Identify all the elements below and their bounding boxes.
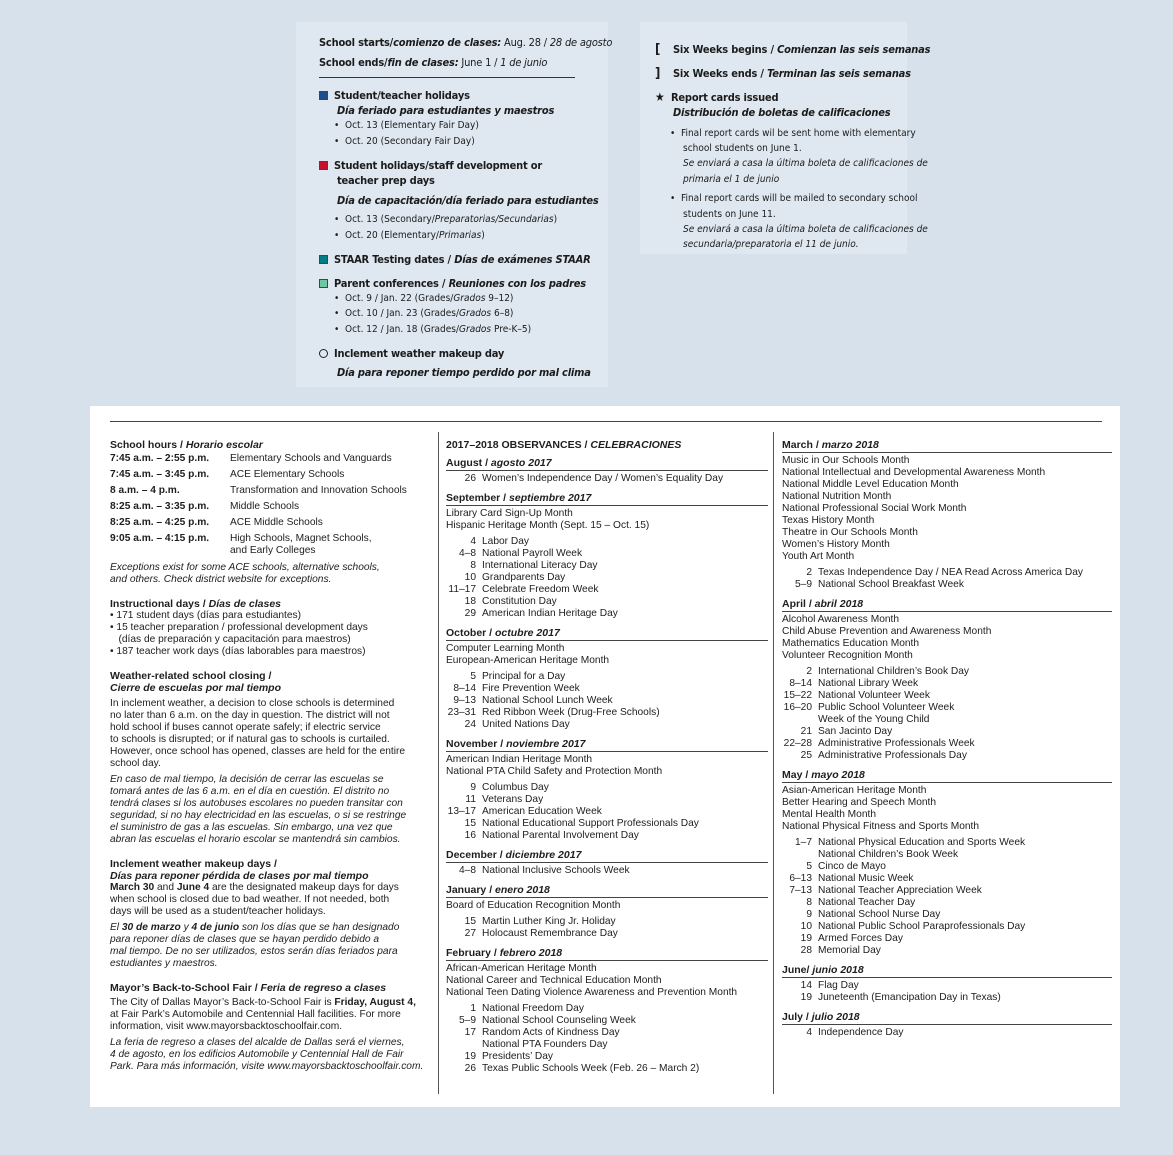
observance-day: 27 Holocaust Remembrance Day bbox=[464, 928, 618, 939]
text-line: tendrá clases si los autobuses escolares no pueden transitar con bbox=[110, 798, 403, 809]
observance-day: 10 National Public School Paraprofessionals Day bbox=[800, 921, 1026, 932]
observances-title: 2017–2018 OBSERVANCES / CELEBRACIONES bbox=[446, 439, 682, 451]
school-ends: School ends/fin de clases: June 1 / 1 de junio bbox=[319, 56, 548, 69]
holiday-swatch-icon bbox=[319, 91, 328, 100]
observance-day: 8 National Teacher Day bbox=[806, 897, 916, 908]
hours-row: 8:25 a.m. – 3:35 p.m. Middle Schools bbox=[110, 499, 430, 515]
observance-day: 9–13 National School Lunch Week bbox=[453, 695, 613, 706]
legend-inclement-es: Día para reponer tiempo perdido por mal clima bbox=[337, 366, 591, 379]
observance-day: 19 Presidents’ Day bbox=[464, 1051, 553, 1062]
observance-day: 14 Flag Day bbox=[800, 980, 859, 991]
observance-day: 25 Administrative Professionals Day bbox=[800, 750, 967, 761]
text-line: el suministro de gas a las escuelas. Sin embargo, una vez que bbox=[110, 822, 393, 833]
instr-item: (días de preparación y capacitación para maestros) bbox=[110, 634, 351, 645]
observance-day: 2 Texas Independence Day / NEA Read Across America Day bbox=[806, 567, 1084, 578]
observance-day: 5–9 National School Breakfast Week bbox=[795, 579, 964, 590]
hours-desc: Elementary Schools and Vanguards bbox=[230, 453, 392, 464]
observance-day: 21 San Jacinto Day bbox=[800, 726, 893, 737]
observance-day: National PTA Founders Day bbox=[482, 1039, 608, 1050]
info-column bbox=[110, 439, 430, 1073]
legend-inclement: Inclement weather makeup day bbox=[319, 346, 504, 361]
observance-day: 2 International Children’s Book Day bbox=[806, 666, 970, 677]
text-line: to schools is disrupted; or if natural gas to schools is curtailed. bbox=[110, 734, 390, 745]
observance-day: Week of the Young Child bbox=[818, 714, 930, 725]
legend-report-cards: ★ Report cards issued bbox=[655, 90, 779, 104]
school-starts: School starts/comienzo de clases: Aug. 28 / 28 de agosto bbox=[319, 36, 613, 49]
text-line: seguridad, si no hay electricidad en las escuelas, o si se restringe bbox=[110, 810, 407, 821]
observance-day: 11–17 Celebrate Freedom Week bbox=[448, 584, 599, 595]
observances-column bbox=[446, 439, 768, 1082]
observance-month: National PTA Child Safety and Protection Month bbox=[446, 766, 663, 777]
open-bracket-icon: [ bbox=[655, 42, 661, 57]
legend-holiday-es: Día feriado para estudiantes y maestros bbox=[337, 104, 555, 117]
hours-title: School hours / Horario escolar bbox=[110, 439, 263, 451]
month-heading: July / julio 2018 bbox=[782, 1011, 1112, 1025]
holiday-item: • Oct. 13 (Elementary Fair Day) bbox=[334, 120, 479, 131]
text-line: En caso de mal tiempo, la decisión de cerrar las escuelas se bbox=[110, 774, 384, 785]
observance-month: Better Hearing and Speech Month bbox=[782, 797, 937, 808]
parent-swatch-icon bbox=[319, 279, 328, 288]
observance-day: 1–7 National Physical Education and Sports Week bbox=[795, 837, 1026, 848]
observance-month: Theatre in Our Schools Month bbox=[782, 527, 918, 538]
close-bracket-icon: ] bbox=[655, 66, 661, 81]
report-note-1: • Final report cards wil be sent home with elementary bbox=[670, 128, 916, 139]
hours-desc: ACE Middle Schools bbox=[230, 517, 323, 528]
observance-day: 16–20 Public School Volunteer Week bbox=[783, 702, 955, 713]
month-block bbox=[446, 884, 768, 940]
observance-month: National Teen Dating Violence Awareness and Prevention Month bbox=[446, 987, 738, 998]
observance-month: Volunteer Recognition Month bbox=[782, 650, 913, 661]
text-line: However, once school has opened, classes are held for the entire bbox=[110, 746, 406, 757]
weather-title: Weather-related school closing / bbox=[110, 670, 272, 682]
observance-day: National Children’s Book Week bbox=[818, 849, 959, 860]
observance-month: Hispanic Heritage Month (Sept. 15 – Oct. 15) bbox=[446, 520, 650, 531]
month-heading: August / agosto 2017 bbox=[446, 457, 768, 471]
observance-month: National Middle Level Education Month bbox=[782, 479, 959, 490]
observance-day: 13–17 American Education Week bbox=[447, 806, 602, 817]
observance-day: 5 Principal for a Day bbox=[470, 671, 566, 682]
observance-month: Child Abuse Prevention and Awareness Month bbox=[782, 626, 992, 637]
text-line: no later than 6 a.m. on the day in question. The district will not bbox=[110, 710, 390, 721]
makeup-text: March 30 and June 4 are the designated makeup days for days when school is closed due to bad weather. If not needed, both days will be used as a student/teacher holidays. bbox=[110, 882, 399, 917]
hours-desc: Middle Schools bbox=[230, 501, 300, 512]
column-divider bbox=[438, 432, 439, 1094]
instr-list bbox=[110, 610, 430, 658]
observance-month: Mathematics Education Month bbox=[782, 638, 920, 649]
text-line: In inclement weather, a decision to close schools is determined bbox=[110, 698, 395, 709]
observance-day: 5–9 National School Counseling Week bbox=[459, 1015, 636, 1026]
observance-day: 16 National Parental Involvement Day bbox=[464, 830, 639, 841]
staffdev-item: • Oct. 13 (Secondary/Preparatorias/Secundarias) bbox=[334, 214, 558, 225]
month-block bbox=[446, 849, 768, 877]
observance-month: National Professional Social Work Month bbox=[782, 503, 967, 514]
hours-desc: High Schools, Magnet Schools, and Early Colleges bbox=[230, 533, 372, 556]
month-block bbox=[782, 598, 1112, 762]
observance-day: 26 Women’s Independence Day / Women’s Equality Day bbox=[464, 473, 724, 484]
report-note-1-es: Se enviará a casa la última boleta de calificaciones de bbox=[683, 158, 928, 169]
weather-title-es: Cierre de escuelas por mal tiempo bbox=[110, 682, 281, 694]
text-line: school day. bbox=[110, 758, 161, 769]
report-note-2-line2: students on June 11. bbox=[683, 209, 776, 220]
text-line: abran las escuelas el horario escolar se mantendrá sin cambios. bbox=[110, 834, 401, 845]
observance-month: National Physical Fitness and Sports Month bbox=[782, 821, 980, 832]
observance-day: 4 Independence Day bbox=[806, 1027, 904, 1038]
makeup-text-es: El 30 de marzo y 4 de junio son los días que se han designado para reponer días de clases que se hayan perdido debido a mal tiempo. De no ser utilizados, estos serán días feriados para estudiantes y maestros. bbox=[110, 922, 400, 969]
observance-day: 26 Texas Public Schools Week (Feb. 26 – March 2) bbox=[464, 1063, 700, 1074]
top-rule bbox=[110, 421, 1102, 422]
hours-list bbox=[110, 451, 430, 557]
hours-row: 7:45 a.m. – 2:55 p.m. Elementary Schools and Vanguards bbox=[110, 451, 430, 467]
month-heading: November / noviembre 2017 bbox=[446, 738, 768, 752]
weather-text bbox=[110, 698, 430, 770]
makeup-title: Inclement weather makeup days / bbox=[110, 858, 277, 870]
staffdev-swatch-icon bbox=[319, 161, 328, 170]
month-block bbox=[446, 947, 768, 1075]
observance-day: 4–8 National Inclusive Schools Week bbox=[459, 865, 630, 876]
observance-day: 8–14 Fire Prevention Week bbox=[453, 683, 580, 694]
observance-month: Youth Art Month bbox=[782, 551, 855, 562]
observance-month: American Indian Heritage Month bbox=[446, 754, 593, 765]
month-block bbox=[782, 439, 1112, 591]
observance-month: Board of Education Recognition Month bbox=[446, 900, 621, 911]
observance-day: 9 Columbus Day bbox=[470, 782, 549, 793]
weather-text-es bbox=[110, 774, 430, 846]
observance-day: 7–13 National Teacher Appreciation Week bbox=[789, 885, 982, 896]
circle-icon bbox=[319, 349, 328, 358]
observance-day: 17 Random Acts of Kindness Day bbox=[464, 1027, 620, 1038]
observance-month: National Nutrition Month bbox=[782, 491, 892, 502]
column-divider bbox=[773, 432, 774, 1094]
observance-month: European-American Heritage Month bbox=[446, 655, 610, 666]
observance-day: 29 American Indian Heritage Day bbox=[464, 608, 618, 619]
legend-holiday: Student/teacher holidays bbox=[319, 88, 470, 103]
month-heading: October / octubre 2017 bbox=[446, 627, 768, 641]
instr-item: • 187 teacher work days (días laborables para maestros) bbox=[110, 646, 366, 657]
instr-item: • 15 teacher preparation / professional development days bbox=[110, 622, 368, 633]
observances-column-2 bbox=[782, 439, 1112, 1046]
observance-day: 10 Grandparents Day bbox=[464, 572, 566, 583]
observance-month: Alcohol Awareness Month bbox=[782, 614, 900, 625]
legend-parent: Parent conferences / Reuniones con los padres bbox=[319, 276, 586, 291]
report-note-2-es: Se enviará a casa la última boleta de calificaciones de bbox=[683, 224, 928, 235]
instr-item: • 171 student days (días para estudiantes) bbox=[110, 610, 302, 621]
month-block bbox=[446, 738, 768, 842]
hours-row: 9:05 a.m. – 4:15 p.m. High Schools, Magnet Schools, and Early Colleges bbox=[110, 533, 372, 556]
observance-day: 9 National School Nurse Day bbox=[806, 909, 941, 920]
observance-month: Women’s History Month bbox=[782, 539, 890, 550]
staar-swatch-icon bbox=[319, 255, 328, 264]
parent-item: • Oct. 10 / Jan. 23 (Grades/Grados 6–8) bbox=[334, 308, 514, 319]
legend-report-cards-es: Distribución de boletas de calificaciones bbox=[673, 106, 891, 119]
observances-months bbox=[446, 457, 768, 1075]
report-note-1-line2: school students on June 1. bbox=[683, 143, 802, 154]
legend-divider bbox=[319, 77, 575, 78]
month-block bbox=[446, 492, 768, 620]
observance-day: 15 National Educational Support Professionals Day bbox=[464, 818, 699, 829]
hours-row: 7:45 a.m. – 3:45 p.m. ACE Elementary Schools bbox=[110, 467, 430, 483]
observance-day: 15–22 National Volunteer Week bbox=[783, 690, 930, 701]
observance-day: 6–13 National Music Week bbox=[789, 873, 914, 884]
hours-row: 8 a.m. – 4 p.m. Transformation and Innovation Schools bbox=[110, 483, 430, 499]
month-heading: March / marzo 2018 bbox=[782, 439, 1112, 453]
observance-day: 19 Armed Forces Day bbox=[800, 933, 903, 944]
legend-staffdev-line2: teacher prep days bbox=[337, 174, 435, 187]
observance-month: National Intellectual and Developmental Awareness Month bbox=[782, 467, 1046, 478]
observance-month: Mental Health Month bbox=[782, 809, 877, 820]
exceptions-note: Exceptions exist for some ACE schools, alternative schools, and others. Check district website for exceptions. bbox=[110, 562, 380, 585]
month-block bbox=[782, 964, 1112, 1004]
fair-text: The City of Dallas Mayor’s Back-to-School Fair is Friday, August 4, at Fair Park’s Automobile and Centennial Hall facilities. For more information, visit www.mayorsbacktoschoolfair.com. bbox=[110, 997, 416, 1032]
fair-title: Mayor’s Back-to-School Fair / Feria de regreso a clases bbox=[110, 982, 387, 994]
month-heading: February / febrero 2018 bbox=[446, 947, 768, 961]
month-block bbox=[446, 627, 768, 731]
hours-desc: ACE Elementary Schools bbox=[230, 469, 345, 480]
observance-day: 22–28 Administrative Professionals Week bbox=[783, 738, 975, 749]
observance-month: Music in Our Schools Month bbox=[782, 455, 910, 466]
month-heading: September / septiembre 2017 bbox=[446, 492, 768, 506]
observance-month: Computer Learning Month bbox=[446, 643, 565, 654]
observance-day: 1 National Freedom Day bbox=[470, 1003, 584, 1014]
legend-six-begins: [ Six Weeks begins / Comienzan las seis semanas bbox=[655, 42, 931, 57]
observance-day: 4–8 National Payroll Week bbox=[459, 548, 583, 559]
month-block bbox=[782, 1011, 1112, 1039]
observance-day: 11 Veterans Day bbox=[465, 794, 544, 805]
observance-month: Asian-American Heritage Month bbox=[782, 785, 927, 796]
observance-month: Texas History Month bbox=[782, 515, 875, 526]
instr-title: Instructional days / Días de clases bbox=[110, 598, 281, 610]
observance-day: 28 Memorial Day bbox=[800, 945, 881, 956]
holiday-item: • Oct. 20 (Secondary Fair Day) bbox=[334, 136, 475, 147]
month-heading: December / diciembre 2017 bbox=[446, 849, 768, 863]
observance-day: 8 International Literacy Day bbox=[470, 560, 598, 571]
text-line: tomará antes de las 6 a.m. en el día en cuestión. El distrito no bbox=[110, 786, 390, 797]
observance-day: 4 Labor Day bbox=[470, 536, 530, 547]
legend-staffdev: Student holidays/staff development or bbox=[319, 158, 542, 173]
observance-month: African-American Heritage Month bbox=[446, 963, 597, 974]
observance-day: 18 Constitution Day bbox=[464, 596, 557, 607]
month-block bbox=[782, 769, 1112, 957]
month-heading: January / enero 2018 bbox=[446, 884, 768, 898]
fair-text-es: La feria de regreso a clases del alcalde de Dallas será el viernes, 4 de agosto, en los edificios Automobile y Centennial Hall de Fair Park. Para más información, visite www.mayorsbacktoschoolfair.com. bbox=[110, 1037, 424, 1072]
observance-month: Library Card Sign-Up Month bbox=[446, 508, 573, 519]
parent-item: • Oct. 12 / Jan. 18 (Grades/Grados Pre-K–5) bbox=[334, 324, 532, 335]
report-note-2: • Final report cards will be mailed to secondary school bbox=[670, 193, 918, 204]
month-heading: May / mayo 2018 bbox=[782, 769, 1112, 783]
hours-row: 8:25 a.m. – 4:25 p.m. ACE Middle Schools bbox=[110, 515, 430, 531]
observance-day: 5 Cinco de Mayo bbox=[806, 861, 886, 872]
star-icon: ★ bbox=[655, 90, 665, 104]
text-line: hold school if buses cannot operate safely; if electric service bbox=[110, 722, 381, 733]
observance-day: 19 Juneteenth (Emancipation Day in Texas) bbox=[800, 992, 1001, 1003]
observance-day: 15 Martin Luther King Jr. Holiday bbox=[464, 916, 616, 927]
parent-item: • Oct. 9 / Jan. 22 (Grades/Grados 9–12) bbox=[334, 293, 514, 304]
legend-staar: STAAR Testing dates / Días de exámenes STAAR bbox=[319, 252, 591, 267]
month-heading: June/ junio 2018 bbox=[782, 964, 1112, 978]
legend-six-ends: ] Six Weeks ends / Terminan las seis semanas bbox=[655, 66, 911, 81]
staffdev-item: • Oct. 20 (Elementary/Primarias) bbox=[334, 230, 485, 241]
observance-month: National Career and Technical Education Month bbox=[446, 975, 662, 986]
month-heading: April / abril 2018 bbox=[782, 598, 1112, 612]
observances-months-2 bbox=[782, 439, 1112, 1039]
month-block bbox=[446, 457, 768, 485]
observance-day: 23–31 Red Ribbon Week (Drug-Free Schools) bbox=[447, 707, 660, 718]
legend-staffdev-es: Día de capacitación/día feriado para estudiantes bbox=[337, 194, 599, 207]
report-note-2-es-line2: secundaria/preparatoria el 11 de junio. bbox=[683, 239, 859, 250]
makeup-title-es: Días para reponer pérdida de clases por mal tiempo bbox=[110, 870, 369, 882]
report-note-1-es-line2: primaria el 1 de junio bbox=[683, 174, 780, 185]
hours-desc: Transformation and Innovation Schools bbox=[230, 485, 407, 496]
observance-day: 24 United Nations Day bbox=[464, 719, 570, 730]
observance-day: 8–14 National Library Week bbox=[789, 678, 919, 689]
